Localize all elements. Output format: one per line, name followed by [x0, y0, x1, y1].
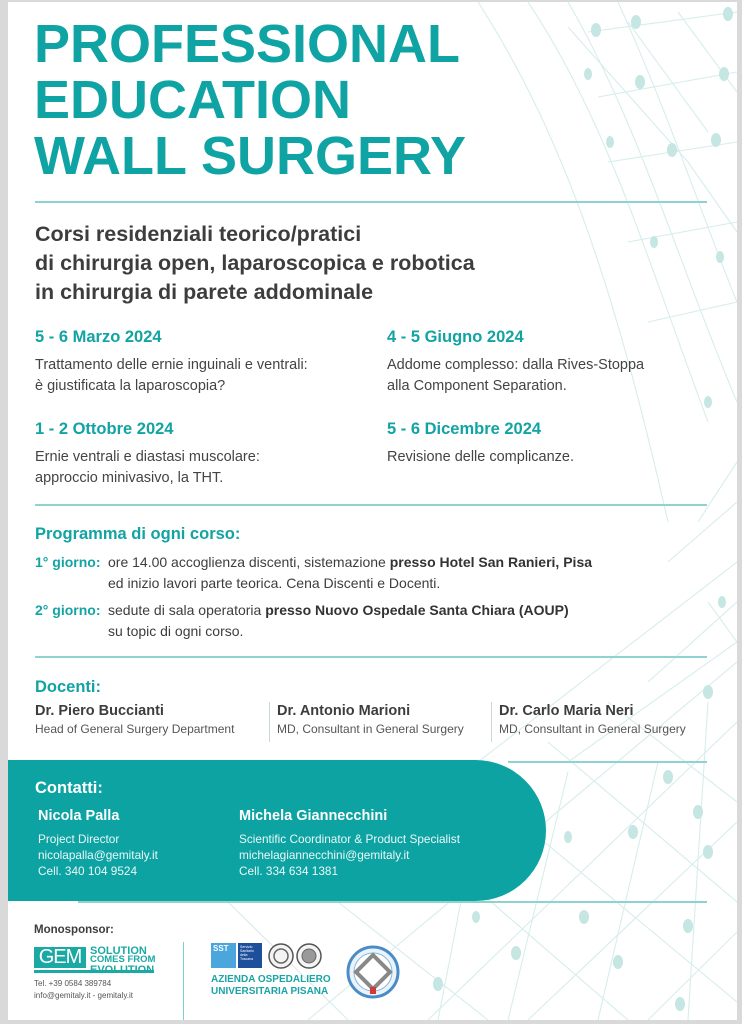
day-label: 2° giorno: [35, 602, 101, 618]
contact-role: Project Director [38, 832, 120, 846]
day-venue: presso Hotel San Ranieri, Pisa [389, 554, 593, 570]
course-card [387, 328, 727, 397]
gem-phone: Tel. +39 0584 389784 [34, 979, 112, 988]
sst-logo-icon [211, 943, 236, 968]
sst-text-line: della [240, 953, 248, 957]
column-separator [491, 702, 492, 742]
column-separator [183, 942, 184, 1020]
course-date: 4 - 5 Giugno 2024 [387, 328, 524, 346]
day-text-b: su topic di ogni corso. [108, 623, 244, 639]
docenti-heading: Docenti: [35, 678, 101, 696]
aoup-line: AZIENDA OSPEDALIERO [211, 974, 331, 985]
contact-phone[interactable]: Cell. 340 104 9524 [38, 864, 138, 878]
contact-name: Michela Giannecchini [239, 808, 388, 824]
desc-line: Ernie ventrali e diastasi muscolare: [35, 449, 260, 465]
divider [508, 761, 707, 763]
contact-email[interactable]: michelagiannecchini@gemitaly.it [239, 848, 410, 862]
contact-phone[interactable]: Cell. 334 634 1381 [239, 864, 339, 878]
contacts-heading: Contatti: [35, 779, 103, 797]
docente-role: Head of General Surgery Department [35, 722, 235, 736]
day-text [108, 552, 718, 594]
docente-name: Dr. Antonio Marioni [277, 703, 411, 719]
course-card [35, 328, 375, 397]
docente-name: Dr. Piero Buccianti [35, 703, 164, 719]
tagline-line: SOLUTION [90, 945, 147, 957]
course-card [387, 420, 727, 468]
divider [78, 901, 707, 903]
contact-card [239, 808, 460, 879]
sponsor-heading: Monosponsor: [34, 924, 114, 936]
program-day [35, 600, 718, 642]
page-title [34, 16, 466, 184]
docente [277, 703, 464, 736]
divider [35, 504, 707, 506]
sst-text-line: Sanitario [240, 949, 254, 953]
day-venue: presso Nuovo Ospedale Santa Chiara (AOUP) [265, 602, 569, 618]
course-date: 5 - 6 Dicembre 2024 [387, 420, 542, 438]
title-line: WALL SURGERY [34, 126, 467, 186]
column-separator [269, 702, 270, 742]
poster-page [8, 2, 737, 1020]
course-description [35, 447, 375, 489]
sst-text-logo [238, 943, 262, 968]
desc-line: approccio minivasivo, la THT. [35, 470, 224, 486]
contact-role: Scientific Coordinator & Product Specialist [239, 832, 460, 846]
course-description [35, 355, 375, 397]
day-text [108, 600, 718, 642]
subtitle-line: in chirurgia di parete addominale [35, 280, 374, 304]
program-day [35, 552, 718, 594]
contact-name: Nicola Palla [38, 808, 120, 824]
divider [35, 201, 707, 203]
sst-text-line: Toscana [240, 957, 254, 961]
desc-line: alla Component Separation. [387, 378, 567, 394]
day-text-b: ed inizio lavori parte teorica. Cena Discenti e Docenti. [108, 575, 441, 591]
course-description [387, 447, 727, 468]
program-heading: Programma di ogni corso: [35, 525, 241, 543]
aoup-name [211, 974, 331, 998]
gem-logo-bar [34, 970, 154, 973]
day-text-a: ore 14.00 accoglienza discenti, sistemazione [108, 554, 390, 570]
desc-line: è giustificata la laparoscopia? [35, 378, 226, 394]
gem-contact [34, 978, 133, 1002]
course-date: 5 - 6 Marzo 2024 [35, 328, 162, 346]
desc-line: Trattamento delle ernie inguinali e ventrali: [35, 357, 308, 373]
contact-email[interactable]: nicolapalla@gemitaly.it [38, 848, 158, 862]
title-line: PROFESSIONAL [34, 14, 461, 74]
gem-web[interactable]: info@gemitaly.it - gemitaly.it [34, 991, 133, 1000]
subtitle [35, 220, 475, 307]
docente-name: Dr. Carlo Maria Neri [499, 703, 634, 719]
docente [499, 703, 686, 736]
aoup-line: UNIVERSITARIA PISANA [211, 986, 329, 997]
subtitle-line: Corsi residenziali teorico/pratici [35, 222, 362, 246]
course-date: 1 - 2 Ottobre 2024 [35, 420, 174, 438]
desc-line: Addome complesso: dalla Rives-Stoppa [387, 357, 645, 373]
docente [35, 703, 234, 736]
docente-role: MD, Consultant in General Surgery [499, 722, 686, 736]
desc-line: Revisione delle complicanze. [387, 449, 574, 465]
society-seal-icon [346, 945, 400, 999]
gem-logo: GEM [34, 947, 86, 968]
course-description [387, 355, 727, 397]
sst-text-line: Servizio [240, 945, 253, 949]
contact-card [38, 808, 158, 879]
course-card [35, 420, 375, 489]
day-text-a: sedute di sala operatoria [108, 602, 266, 618]
tagline-line: COMES FROM [90, 954, 156, 965]
university-seals-icon [268, 942, 324, 970]
docente-role: MD, Consultant in General Surgery [277, 722, 464, 736]
day-label: 1° giorno: [35, 554, 101, 570]
divider [35, 656, 707, 658]
subtitle-line: di chirurgia open, laparoscopica e robotica [35, 251, 475, 275]
title-line: EDUCATION [34, 70, 351, 130]
sst-label: SST [213, 944, 229, 953]
